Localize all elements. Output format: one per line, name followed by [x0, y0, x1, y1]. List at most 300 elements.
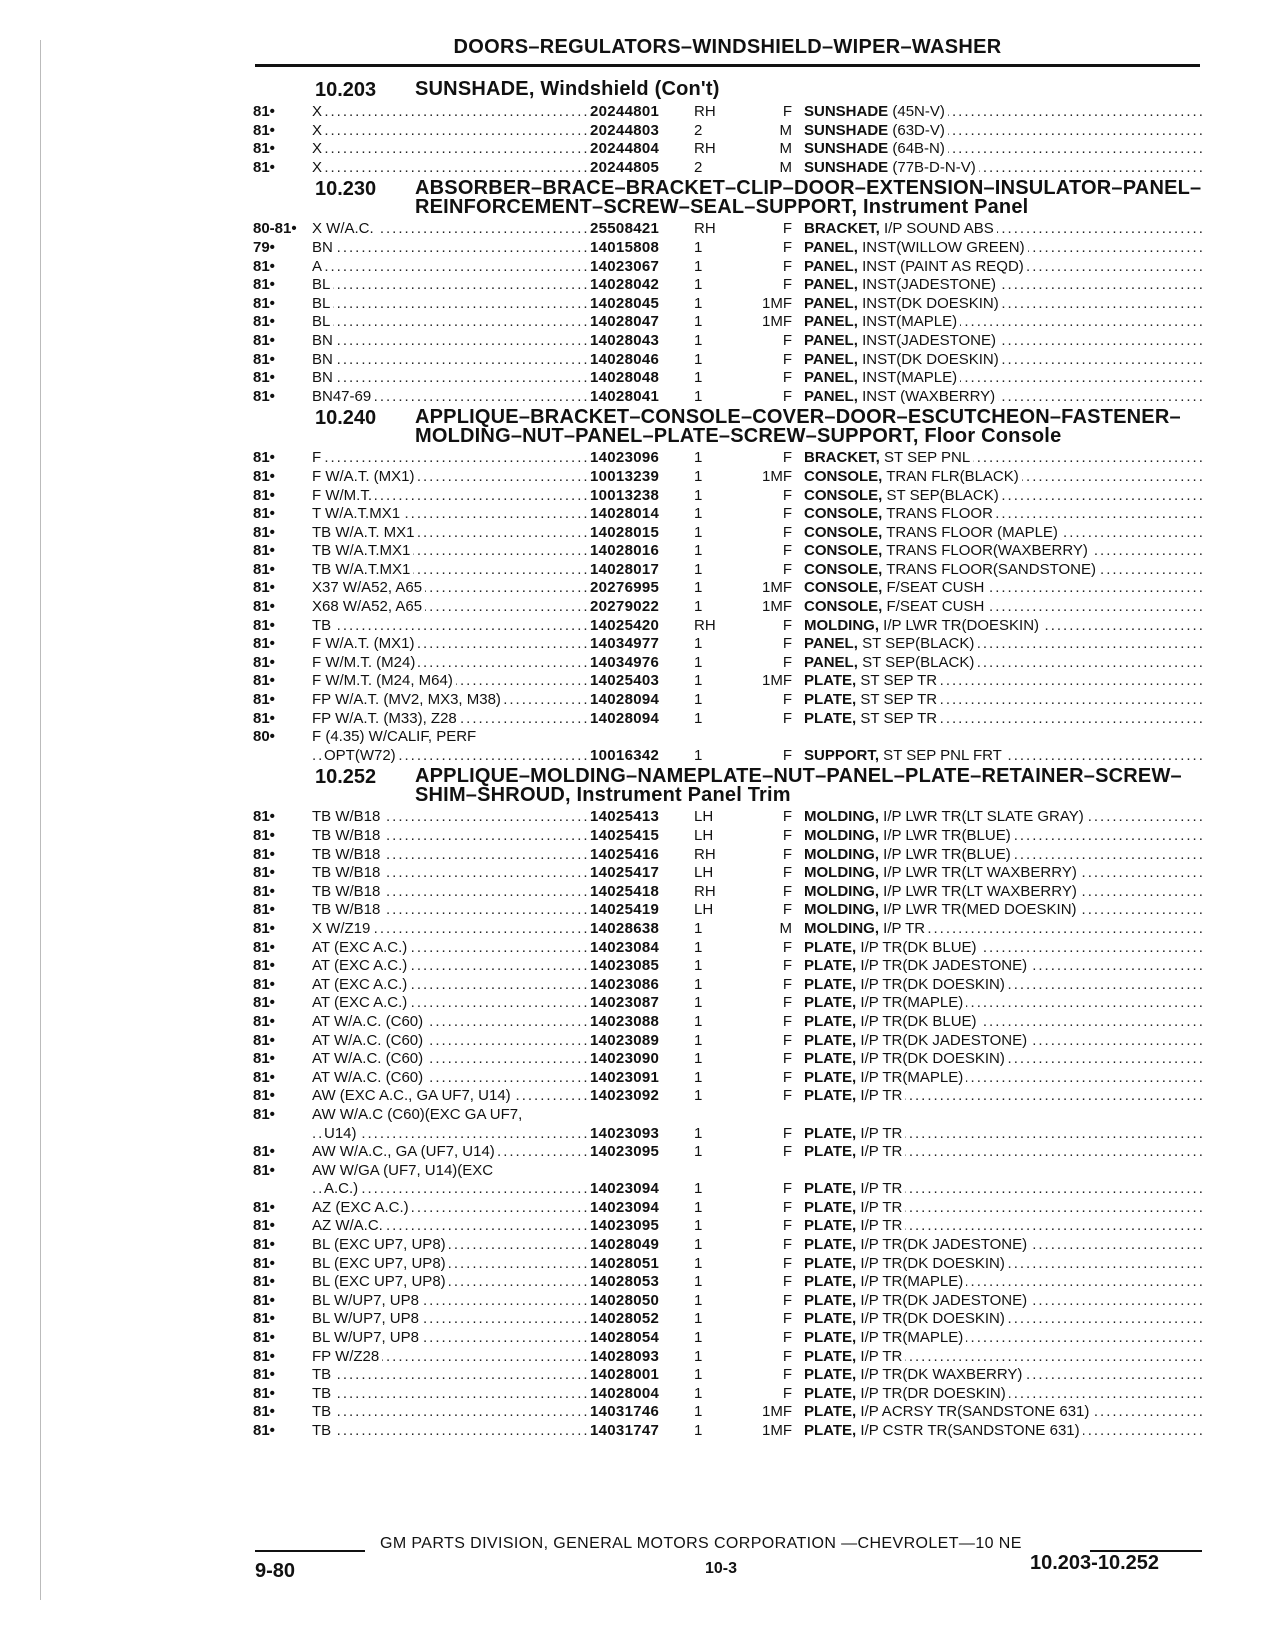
part-name-detail: I/P TR(DK JADESTONE) [856, 1031, 1028, 1049]
source-code: 1MF [762, 598, 792, 616]
quantity: 1 [694, 1366, 703, 1384]
part-name-detail: TRAN FLR(BLACK) [882, 467, 1019, 485]
part-name-bold: PLATE, [804, 1124, 857, 1142]
usage-description-text: F W/M.T. (M24) [312, 654, 418, 671]
quantity: 1 [694, 1031, 703, 1049]
part-name-text [804, 957, 1030, 974]
quantity: 1 [694, 975, 703, 993]
usage-description [312, 617, 590, 636]
quantity: 1 [694, 350, 703, 368]
part-name-bold: PANEL, [804, 276, 858, 294]
header-rule [255, 64, 1200, 67]
part-name [804, 505, 1203, 524]
part-name-text [804, 1050, 1008, 1067]
source-code: F [782, 635, 792, 653]
part-name-detail: ST SEP PNL FRT [879, 746, 1002, 764]
usage-description-text: BN [312, 369, 336, 386]
part-name-detail: I/P LWR TR(DOESKIN) [879, 616, 1040, 634]
usage-description [312, 827, 590, 846]
source-code: F [782, 975, 792, 993]
usage-description [312, 1106, 590, 1125]
part-name [804, 617, 1203, 636]
quantity: 1 [694, 957, 703, 975]
table-row [253, 747, 1203, 766]
model-year: 81• [253, 1329, 275, 1347]
part-name [804, 487, 1203, 506]
section-title: APPLIQUE–BRACKET–CONSOLE–COVER–DOOR–ESCUTCHEON–FASTENER–MOLDING–NUT–PANEL–PLATE–SCREW–SUPPORT, Floor Console [415, 406, 1181, 448]
usage-description-text: AT (EXC A.C.) [312, 976, 410, 993]
part-number: 14023067 [590, 257, 660, 275]
source-code [732, 728, 804, 747]
table-row [253, 1143, 1203, 1162]
model-year: 81• [253, 1012, 275, 1030]
part-name-detail: I/P TR(DK BLUE) [856, 1012, 977, 1030]
source-code: F [782, 616, 792, 634]
model-year: 81• [253, 369, 275, 387]
part-number: 14023094 [590, 1180, 660, 1198]
model-year: 81• [253, 542, 275, 560]
quantity: LH [694, 827, 714, 844]
quantity: LH [694, 808, 714, 826]
part-name-bold: PLATE, [804, 672, 857, 690]
part-number: 14023089 [590, 1031, 660, 1049]
table-row [253, 524, 1203, 543]
part-name-text [804, 1199, 905, 1216]
table-row [253, 691, 1203, 710]
table-row [253, 1348, 1203, 1367]
source-code: F [782, 276, 792, 294]
quantity: RH [694, 616, 716, 634]
part-name [804, 351, 1203, 370]
usage-description-text: X W/Z19 [312, 920, 373, 937]
part-name-detail: INST(WILLOW GREEN) [857, 238, 1025, 256]
part-name-text [804, 1255, 1008, 1272]
source-code: 1MF [762, 1403, 792, 1421]
source-code: F [782, 864, 792, 882]
part-name-detail: I/P TR(MAPLE) [856, 1068, 964, 1086]
part-name-bold: PLATE, [804, 1143, 857, 1161]
usage-description [312, 598, 590, 617]
quantity: 1 [694, 653, 703, 671]
part-name [804, 939, 1203, 958]
part-number: 14025415 [590, 827, 660, 844]
quantity: RH [694, 882, 716, 900]
source-code: F [782, 1236, 792, 1254]
part-name-detail: I/P LWR TR(MED DOESKIN) [879, 901, 1077, 919]
part-number: 14028051 [590, 1254, 660, 1272]
source-code: F [782, 691, 792, 709]
usage-description [312, 1199, 590, 1218]
part-name-text [804, 617, 1042, 634]
usage-description-text: TB W/B18 [312, 883, 383, 900]
usage-description [312, 1162, 590, 1181]
quantity: 1 [694, 1403, 703, 1421]
part-name-bold: PLATE, [804, 1068, 857, 1086]
part-number: 10013238 [590, 486, 660, 504]
part-name [804, 561, 1203, 580]
part-name-detail: I/P TR [879, 919, 926, 937]
model-year: 81• [253, 276, 275, 294]
part-name-text [804, 598, 987, 615]
table-row [253, 976, 1203, 995]
part-name [804, 901, 1203, 920]
model-year: 81• [253, 845, 275, 863]
usage-description-text: AT W/A.C. (C60) [312, 1032, 426, 1049]
usage-description-text: F W/A.T. (MX1) [312, 468, 418, 485]
model-year: 81• [253, 1422, 275, 1439]
part-name-text [804, 691, 940, 708]
part-name-bold: PANEL, [804, 313, 858, 331]
footer-rule-left [255, 1550, 365, 1552]
source-code: F [782, 387, 792, 405]
part-number: 20276995 [590, 579, 660, 597]
part-name-detail: (77B-D-N-V) [888, 158, 976, 176]
usage-description-text: BL W/UP7, UP8 [312, 1310, 422, 1327]
part-name-text [804, 1180, 905, 1197]
part-name-detail: I/P TR [856, 1087, 903, 1105]
model-year: 81• [253, 103, 275, 120]
usage-description [312, 1069, 590, 1088]
part-number: 10013239 [590, 467, 660, 485]
part-name-text [804, 542, 1091, 559]
usage-description-text: BL (EXC UP7, UP8) [312, 1273, 449, 1290]
part-name-text [804, 672, 940, 689]
part-name-detail: I/P TR [856, 1217, 903, 1235]
part-name-text [804, 122, 948, 139]
usage-description [312, 487, 590, 506]
part-name [804, 635, 1203, 654]
usage-description-text: AT (EXC A.C.) [312, 957, 410, 974]
usage-description [312, 654, 590, 673]
part-name-bold: MOLDING, [804, 808, 879, 826]
part-number: 14025413 [590, 808, 660, 826]
quantity: 1 [694, 449, 703, 467]
table-row [253, 1106, 1203, 1125]
part-name [804, 122, 1203, 141]
quantity: 1 [694, 938, 703, 956]
quantity: 1 [694, 486, 703, 504]
model-year: 81• [253, 691, 275, 709]
part-number: 14028016 [590, 542, 660, 560]
usage-description [312, 313, 590, 332]
quantity: 1 [694, 523, 703, 541]
source-code: F [782, 1198, 792, 1216]
table-row [253, 654, 1203, 673]
usage-description [312, 1385, 590, 1404]
part-number: 14023088 [590, 1012, 660, 1030]
table-row [253, 295, 1203, 314]
model-year: 81• [253, 579, 275, 597]
part-name-bold: PANEL, [804, 238, 858, 256]
quantity: 1 [694, 1217, 703, 1235]
usage-description [312, 561, 590, 580]
model-year: 81• [253, 598, 275, 616]
quantity: 1 [694, 1050, 703, 1068]
usage-description [312, 140, 590, 159]
model-year: 81• [253, 1087, 275, 1105]
model-year: 81• [253, 827, 275, 844]
part-name [804, 691, 1203, 710]
part-name-text [804, 1032, 1030, 1049]
usage-description-text: TB W/A.T. MX1 [312, 524, 418, 541]
table-row [253, 827, 1203, 846]
table-row [253, 1422, 1203, 1441]
part-name-bold: PANEL, [804, 350, 858, 368]
table-row [253, 332, 1203, 351]
usage-description-text: BN [312, 239, 336, 256]
part-name-text [804, 1348, 905, 1365]
source-code: F [782, 1050, 792, 1068]
table-row [253, 939, 1203, 958]
model-year: 81• [253, 387, 275, 405]
part-number: 14023087 [590, 994, 660, 1012]
part-name-text [804, 159, 979, 176]
part-name [804, 1087, 1203, 1106]
usage-description-text: F [312, 449, 324, 466]
part-name-bold: PANEL, [804, 387, 858, 405]
part-name-text [804, 1162, 807, 1179]
table-row [253, 103, 1203, 122]
part-name [804, 276, 1203, 295]
model-year: 81• [253, 994, 275, 1012]
quantity [694, 1106, 732, 1125]
part-name [804, 728, 1203, 747]
part-name-text [804, 1087, 905, 1104]
usage-description-text: X [312, 159, 325, 176]
part-number: 14023095 [590, 1217, 660, 1235]
part-name-detail: I/P LWR TR(LT WAXBERRY) [879, 864, 1077, 882]
part-name-text [804, 747, 1005, 764]
usage-description [312, 332, 590, 351]
quantity: 1 [694, 1068, 703, 1086]
footer-section-range: 10.203-10.252 [1030, 1552, 1160, 1574]
part-name-text [804, 487, 1002, 504]
source-code: F [782, 1310, 792, 1328]
part-name-bold: PLATE, [804, 1273, 857, 1291]
part-number: 14015808 [590, 238, 660, 256]
source-code: 1MF [762, 313, 792, 331]
usage-description-text: BL [312, 313, 333, 330]
part-name-bold: BRACKET, [804, 220, 880, 238]
model-year: 81• [253, 1031, 275, 1049]
source-code: F [782, 994, 792, 1012]
part-name [804, 846, 1203, 865]
part-name-bold: PLATE, [804, 1403, 857, 1421]
part-name-text [804, 920, 928, 937]
part-name-detail: I/P TR(MAPLE) [856, 1329, 964, 1347]
part-name-detail: ST SEP(BLACK) [857, 653, 975, 671]
quantity: 1 [694, 919, 703, 937]
quantity: 1 [694, 709, 703, 727]
usage-description-text: AW (EXC A.C., GA UF7, U14) [312, 1087, 514, 1104]
usage-description-text: X68 W/A52, A65 [312, 598, 425, 615]
part-name [804, 1403, 1203, 1422]
part-number: 14028093 [590, 1347, 660, 1365]
table-row [253, 846, 1203, 865]
table-row [253, 505, 1203, 524]
model-year: 81• [253, 1291, 275, 1309]
table-row [253, 1255, 1203, 1274]
usage-description [312, 295, 590, 314]
source-code: F [782, 542, 792, 560]
table-row [253, 994, 1203, 1013]
model-year: 81• [253, 449, 275, 467]
table-row [253, 468, 1203, 487]
usage-description [312, 1255, 590, 1274]
source-code: F [782, 1254, 792, 1272]
part-name-bold: CONSOLE, [804, 486, 883, 504]
usage-description [312, 957, 590, 976]
usage-description-text: A.C.) [324, 1180, 361, 1197]
part-number: 14023096 [590, 449, 660, 467]
part-name-detail: TRANS FLOOR(SANDSTONE) [882, 560, 1096, 578]
usage-description-text: U14) [324, 1125, 360, 1142]
part-name-detail: (63D-V) [888, 121, 945, 139]
quantity: 1 [694, 276, 703, 294]
usage-description-text: AW W/A.C., GA (UF7, U14) [312, 1143, 498, 1160]
part-name-detail: I/P TR(DK WAXBERRY) [856, 1366, 1023, 1384]
usage-description-text: FP W/A.T. (M33), Z28 [312, 710, 460, 727]
part-number: 14023091 [590, 1068, 660, 1086]
part-name-text [804, 524, 1061, 541]
section-number: 10.252 [315, 766, 377, 789]
usage-description [312, 846, 590, 865]
quantity: 1 [694, 746, 703, 764]
part-name-detail: I/P TR(DK JADESTONE) [856, 1236, 1028, 1254]
part-name-text [804, 258, 1027, 275]
part-name-text [804, 1069, 966, 1086]
part-number: 14028014 [590, 505, 660, 523]
part-number: 14028043 [590, 331, 660, 349]
model-year: 81• [253, 1384, 275, 1402]
source-code: F [782, 369, 792, 387]
table-row [253, 487, 1203, 506]
usage-description-text: TB W/A.T.MX1 [312, 561, 413, 578]
part-name-text [804, 846, 1014, 863]
part-name [804, 449, 1203, 468]
table-row [253, 1217, 1203, 1236]
model-year: 81• [253, 1198, 275, 1216]
part-number: 10016342 [590, 746, 660, 764]
part-name-text [804, 1366, 1025, 1383]
part-name [804, 654, 1203, 673]
table-row [253, 276, 1203, 295]
part-name-bold: PLATE, [804, 994, 857, 1012]
usage-description [312, 258, 590, 277]
quantity: 1 [694, 1310, 703, 1328]
part-name-text [804, 220, 997, 237]
table-row [253, 1366, 1203, 1385]
part-name [804, 1069, 1203, 1088]
model-year: 81• [253, 560, 275, 578]
table-row [253, 1310, 1203, 1329]
usage-description [312, 1125, 590, 1144]
part-name-detail: I/P LWR TR(BLUE) [879, 845, 1011, 863]
model-year: 81• [253, 1217, 275, 1235]
table-row [253, 1385, 1203, 1404]
part-name [804, 710, 1203, 729]
quantity: 1 [694, 1198, 703, 1216]
part-name-bold: CONSOLE, [804, 560, 883, 578]
source-code: M [779, 140, 792, 158]
usage-description-text: TB W/B18 [312, 827, 383, 844]
source-code: F [782, 827, 792, 844]
quantity: 1 [694, 579, 703, 597]
table-row [253, 388, 1203, 407]
usage-description [312, 449, 590, 468]
part-name-bold: PANEL, [804, 257, 858, 275]
section-heading [253, 408, 1203, 446]
quantity: 1 [694, 1180, 703, 1198]
part-name-text [804, 1329, 966, 1346]
model-year: 81• [253, 1105, 275, 1123]
usage-description [312, 1087, 590, 1106]
usage-description [312, 239, 590, 258]
section-heading [253, 80, 1203, 100]
table-row [253, 808, 1203, 827]
part-name [804, 1217, 1203, 1236]
usage-description-text: FP W/Z28 [312, 1348, 382, 1365]
model-year: 81• [253, 957, 275, 975]
usage-description-text: BL W/UP7, UP8 [312, 1292, 422, 1309]
part-number: 14023095 [590, 1143, 660, 1161]
quantity: 1 [694, 560, 703, 578]
quantity: 1 [694, 1124, 703, 1142]
part-name-bold: PLATE, [804, 1366, 857, 1384]
usage-description-text: OPT(W72) [324, 747, 399, 764]
usage-description-text: F W/A.T. (MX1) [312, 635, 418, 652]
part-number: 14028046 [590, 350, 660, 368]
table-row [253, 617, 1203, 636]
quantity: 1 [694, 238, 703, 256]
source-code: F [782, 709, 792, 727]
usage-description [312, 122, 590, 141]
part-name-bold: CONSOLE, [804, 598, 883, 616]
part-name-detail: I/P TR(DK DOESKIN) [856, 1254, 1005, 1272]
table-row [253, 1013, 1203, 1032]
part-number: 14025417 [590, 864, 660, 882]
part-name-detail: (64B-N) [888, 140, 945, 158]
part-name [804, 957, 1203, 976]
quantity [694, 728, 732, 747]
usage-description [312, 1329, 590, 1348]
part-name-text [804, 1292, 1030, 1309]
model-year: 81• [253, 331, 275, 349]
part-number: 14023092 [590, 1087, 660, 1105]
part-name-detail: ST SEP TR [856, 709, 938, 727]
model-year: 80• [253, 728, 275, 746]
usage-description-text: X [312, 140, 325, 157]
quantity: RH [694, 845, 716, 863]
usage-description [312, 276, 590, 295]
part-name [804, 1292, 1203, 1311]
part-name-bold: PLATE, [804, 1198, 857, 1216]
usage-description [312, 388, 590, 407]
source-code: F [782, 1180, 792, 1198]
part-number: 14028017 [590, 560, 660, 578]
table-row [253, 1162, 1203, 1181]
usage-description [312, 1143, 590, 1162]
part-name [804, 598, 1203, 617]
part-name-text [804, 808, 1087, 825]
quantity: 1 [694, 257, 703, 275]
part-number: 14028001 [590, 1366, 660, 1384]
part-number: 20244803 [590, 121, 660, 139]
quantity: 1 [694, 672, 703, 690]
quantity: 1 [694, 691, 703, 709]
part-name-bold: PLATE, [804, 957, 857, 975]
part-name-text [804, 1013, 980, 1030]
